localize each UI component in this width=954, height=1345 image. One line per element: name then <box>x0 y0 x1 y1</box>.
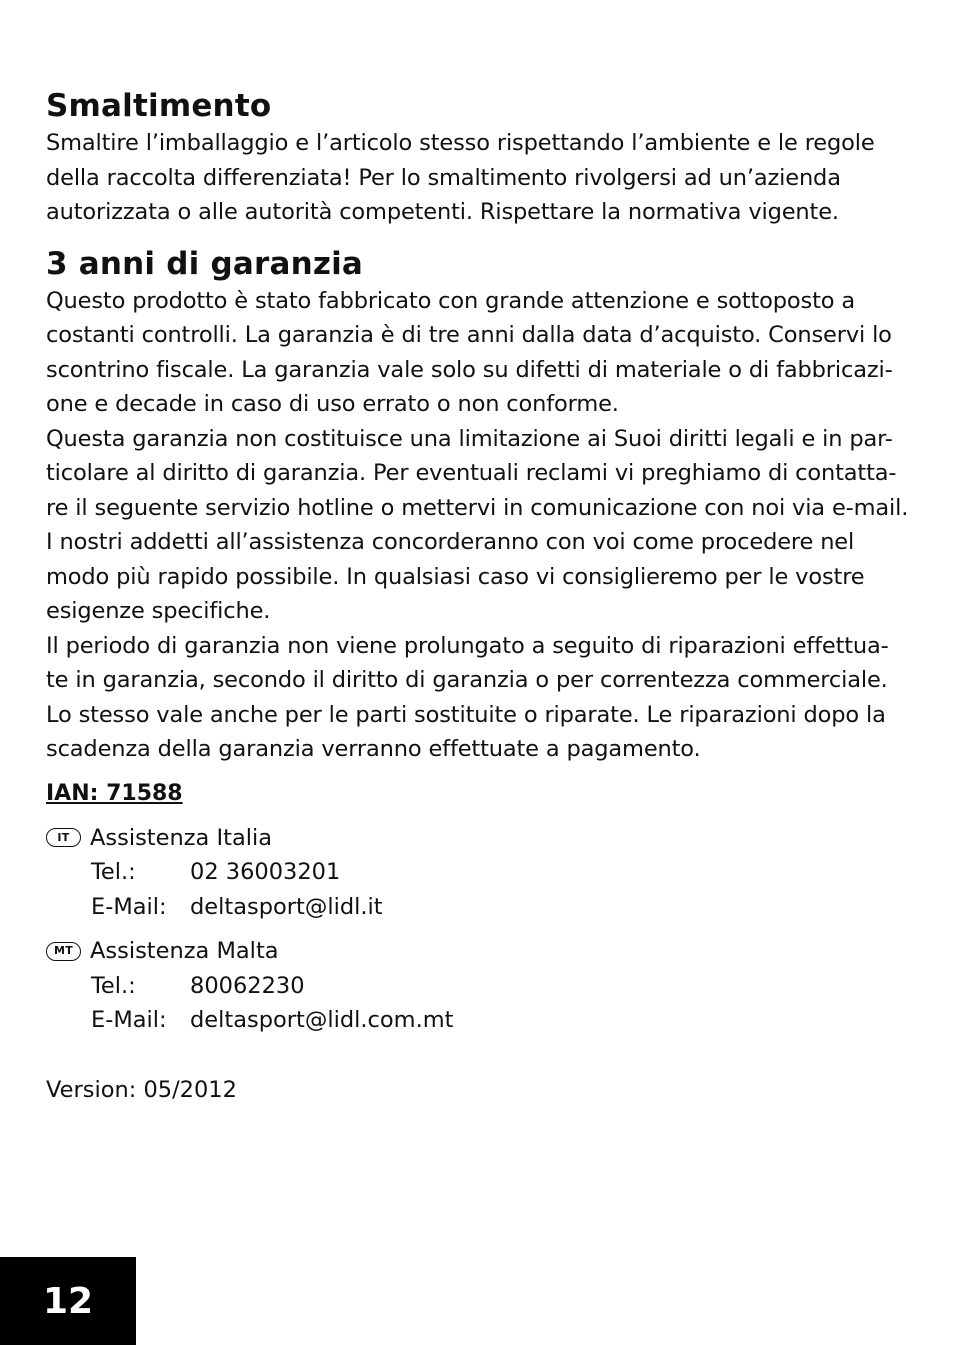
contact-italia <box>46 821 916 925</box>
text-line: Questo prodotto è stato fabbricato con grande attenzione e sottoposto a <box>46 287 855 314</box>
text-line: scontrino fiscale. La garanzia vale solo su difetti di materiale o di fabbricazi- <box>46 356 893 383</box>
section-title: 3 anni di garanzia <box>46 245 364 282</box>
tel-label: Tel.: <box>91 972 136 999</box>
section-garanzia <box>46 244 916 767</box>
text-line: re il seguente servizio hotline o mettervi in comunicazione con noi via e-mail. <box>46 494 909 521</box>
tel-value: 80062230 <box>190 972 305 999</box>
text-line: Lo stesso vale anche per le parti sostituite o riparate. Le riparazioni dopo la <box>46 701 886 728</box>
contact-name: Assistenza Italia <box>90 824 273 851</box>
text-line: della raccolta differenziata! Per lo smaltimento rivolgersi ad un’azienda <box>46 164 841 191</box>
email-label: E-Mail: <box>91 893 167 920</box>
tel-label: Tel.: <box>91 859 136 885</box>
email-value: deltasport@lidl.com.mt <box>190 1007 454 1033</box>
text-line: Smaltire l’imballaggio e l’articolo stesso rispettando l’ambiente e le regole <box>46 130 875 156</box>
country-badge-icon: IT <box>46 828 81 847</box>
contact-name: Assistenza Malta <box>90 938 279 964</box>
text-line: esigenze specifiche. <box>46 598 271 624</box>
country-badge-icon: MT <box>46 942 81 961</box>
version-text: Version: 05/2012 <box>46 1076 237 1103</box>
contact-malta <box>46 934 916 1038</box>
text-line: Questa garanzia non costituisce una limitazione ai Suoi diritti legali e in par- <box>46 425 893 452</box>
section-title: Smaltimento <box>46 88 272 124</box>
manual-page <box>46 86 916 1107</box>
text-line: Il periodo di garanzia non viene prolungato a seguito di riparazioni effettua- <box>46 632 889 659</box>
text-line: autorizzata o alle autorità competenti. Rispettare la normativa vigente. <box>46 199 839 225</box>
ian-code: IAN: 71588 <box>46 780 183 806</box>
text-line: scadenza della garanzia verranno effettuate a pagamento. <box>46 736 701 762</box>
text-line: one e decade in caso di uso errato o non conforme. <box>46 391 619 417</box>
text-line: te in garanzia, secondo il diritto di garanzia o per correntezza commerciale. <box>46 667 888 693</box>
text-line: I nostri addetti all’assistenza concorderanno con voi come procedere nel <box>46 529 855 555</box>
email-value: deltasport@lidl.it <box>190 893 383 920</box>
text-line: modo più rapido possibile. In qualsiasi caso vi consiglieremo per le vostre <box>46 563 865 590</box>
text-line: costanti controlli. La garanzia è di tre anni dalla data d’acquisto. Conservi lo <box>46 322 892 348</box>
text-line: ticolare al diritto di garanzia. Per eventuali reclami vi preghiamo di contatta- <box>46 460 897 486</box>
email-label: E-Mail: <box>91 1007 167 1033</box>
section-smaltimento <box>46 86 916 230</box>
tel-value: 02 36003201 <box>190 859 341 885</box>
page-number: 12 <box>0 1257 136 1345</box>
